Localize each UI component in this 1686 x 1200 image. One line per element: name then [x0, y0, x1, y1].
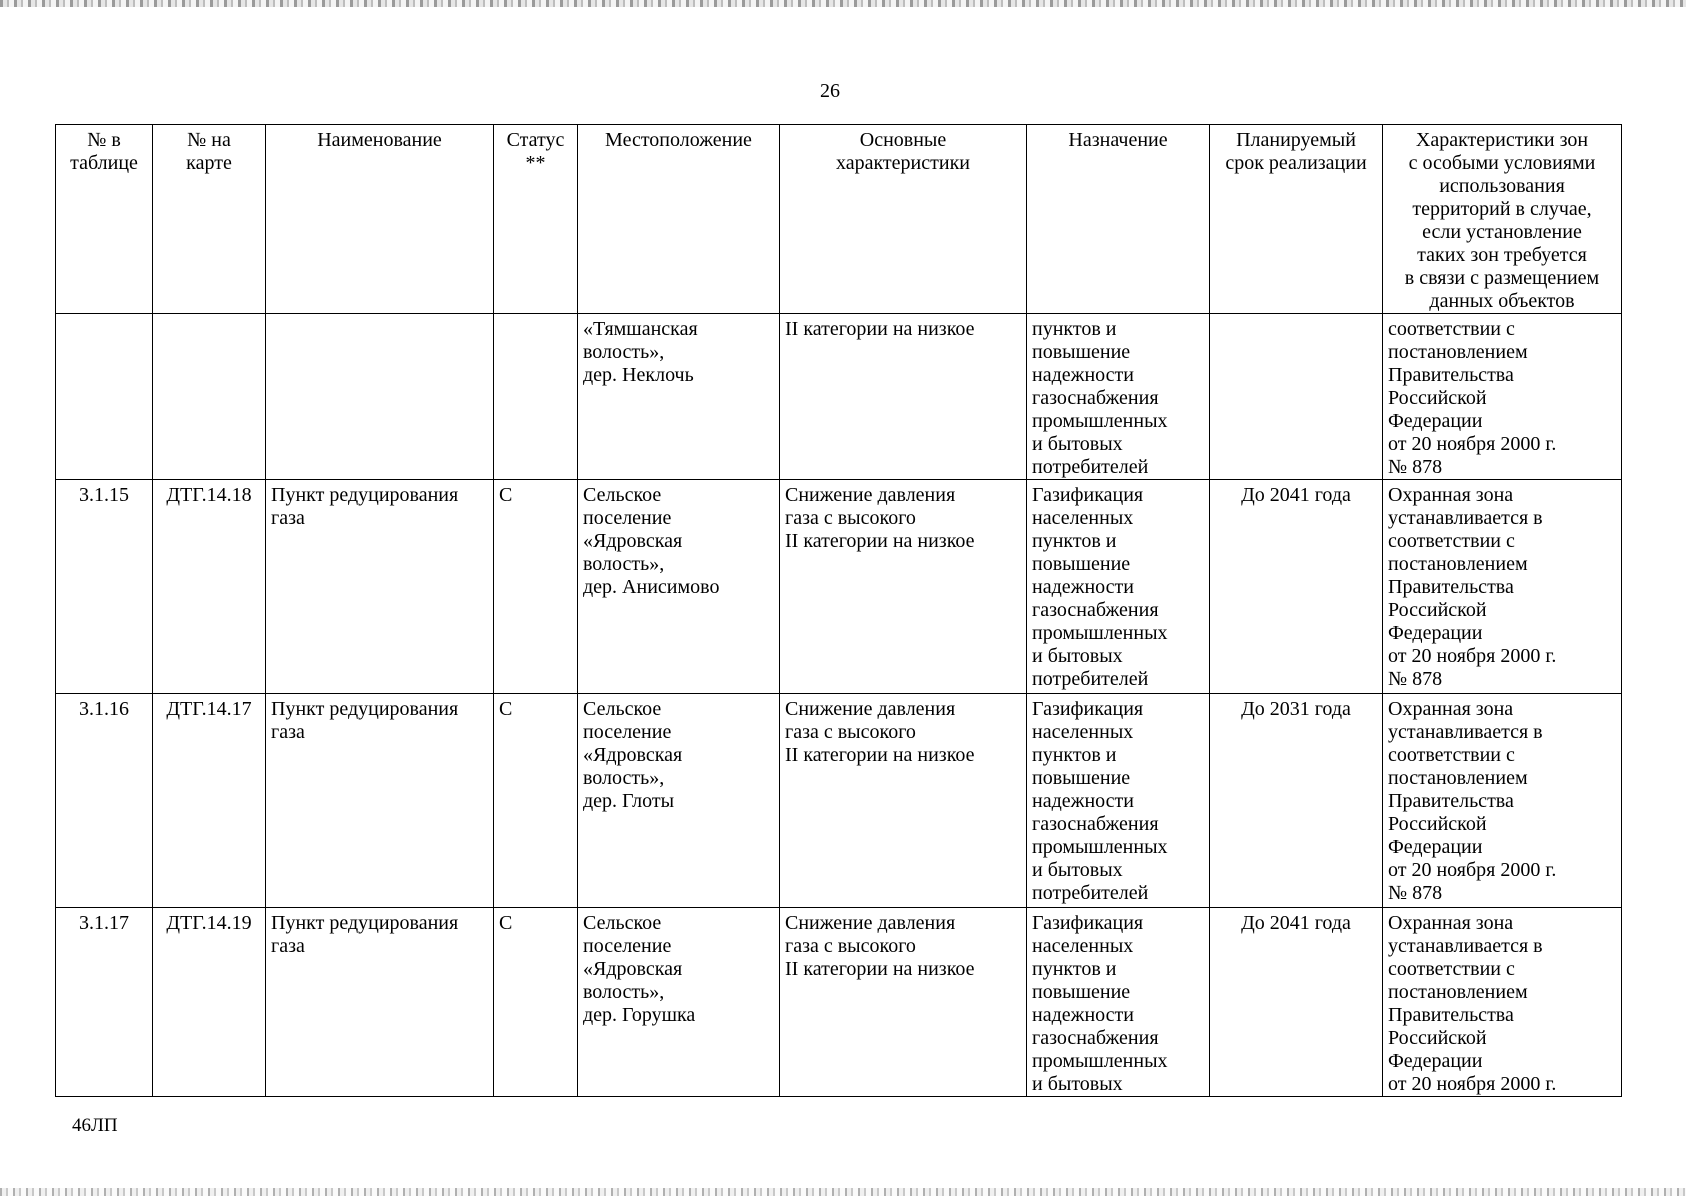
- cell-term: До 2041 года: [1210, 908, 1383, 1097]
- cell-term: До 2041 года: [1210, 480, 1383, 694]
- cell-status: [494, 314, 578, 480]
- cell-characteristics: Снижение давления газа с высокого II категории на низкое: [780, 480, 1027, 694]
- cell-characteristics: Снижение давления газа с высокого II категории на низкое: [780, 908, 1027, 1097]
- scan-edge-bottom: [0, 1188, 1686, 1196]
- header-purpose: Назначение: [1027, 125, 1210, 314]
- cell-name: Пункт редуцирования газа: [266, 908, 494, 1097]
- cell-zones: Охранная зона устанавливается в соответствии с постановлением Правительства Российской Федерации от 20 ноября 2000 г.: [1383, 908, 1622, 1097]
- cell-location: Сельское поселение «Ядровская волость», дер. Горушка: [578, 908, 780, 1097]
- cell-location: «Тямшанская волость», дер. Неклочь: [578, 314, 780, 480]
- table-row: [56, 314, 1622, 480]
- cell-table-number: [56, 314, 153, 480]
- cell-location: Сельское поселение «Ядровская волость», дер. Анисимово: [578, 480, 780, 694]
- cell-purpose: Газификация населенных пунктов и повышение надежности газоснабжения промышленных и бытовых потребителей: [1027, 694, 1210, 908]
- cell-purpose: Газификация населенных пунктов и повышение надежности газоснабжения промышленных и бытовых потребителей: [1027, 480, 1210, 694]
- header-name: Наименование: [266, 125, 494, 314]
- cell-zones: Охранная зона устанавливается в соответствии с постановлением Правительства Российской Федерации от 20 ноября 2000 г. № 878: [1383, 480, 1622, 694]
- cell-table-number: 3.1.16: [56, 694, 153, 908]
- cell-table-number: 3.1.17: [56, 908, 153, 1097]
- table-row: [56, 908, 1622, 1097]
- header-table-number: № в таблице: [56, 125, 153, 314]
- scan-edge-top: [0, 0, 1686, 7]
- cell-map-number: ДТГ.14.19: [153, 908, 266, 1097]
- cell-name: Пункт редуцирования газа: [266, 694, 494, 908]
- cell-status: С: [494, 694, 578, 908]
- cell-name: Пункт редуцирования газа: [266, 480, 494, 694]
- cell-table-number: 3.1.15: [56, 480, 153, 694]
- cell-status: С: [494, 908, 578, 1097]
- cell-term: До 2031 года: [1210, 694, 1383, 908]
- cell-map-number: [153, 314, 266, 480]
- table-header-row: [56, 125, 1622, 314]
- cell-characteristics: Снижение давления газа с высокого II категории на низкое: [780, 694, 1027, 908]
- cell-status: С: [494, 480, 578, 694]
- cell-characteristics: II категории на низкое: [780, 314, 1027, 480]
- cell-map-number: ДТГ.14.17: [153, 694, 266, 908]
- cell-map-number: ДТГ.14.18: [153, 480, 266, 694]
- table-row: [56, 694, 1622, 908]
- cell-term: [1210, 314, 1383, 480]
- cell-location: Сельское поселение «Ядровская волость», дер. Глоты: [578, 694, 780, 908]
- objects-table: [55, 124, 1622, 1097]
- header-characteristics: Основные характеристики: [780, 125, 1027, 314]
- cell-zones: соответствии с постановлением Правительства Российской Федерации от 20 ноября 2000 г. № 878: [1383, 314, 1622, 480]
- table-row: [56, 480, 1622, 694]
- header-term: Планируемый срок реализации: [1210, 125, 1383, 314]
- header-map-number: № на карте: [153, 125, 266, 314]
- header-zones: Характеристики зон с особыми условиями использования территорий в случае, если установление таких зон требуется в связи с размещением данных объектов: [1383, 125, 1622, 314]
- header-status: Статус **: [494, 125, 578, 314]
- cell-name: [266, 314, 494, 480]
- cell-purpose: пунктов и повышение надежности газоснабжения промышленных и бытовых потребителей: [1027, 314, 1210, 480]
- document-code: 46ЛП: [72, 1115, 118, 1136]
- page-number: 26: [820, 80, 840, 102]
- cell-purpose: Газификация населенных пунктов и повышение надежности газоснабжения промышленных и бытовых: [1027, 908, 1210, 1097]
- cell-zones: Охранная зона устанавливается в соответствии с постановлением Правительства Российской Федерации от 20 ноября 2000 г. № 878: [1383, 694, 1622, 908]
- header-location: Местоположение: [578, 125, 780, 314]
